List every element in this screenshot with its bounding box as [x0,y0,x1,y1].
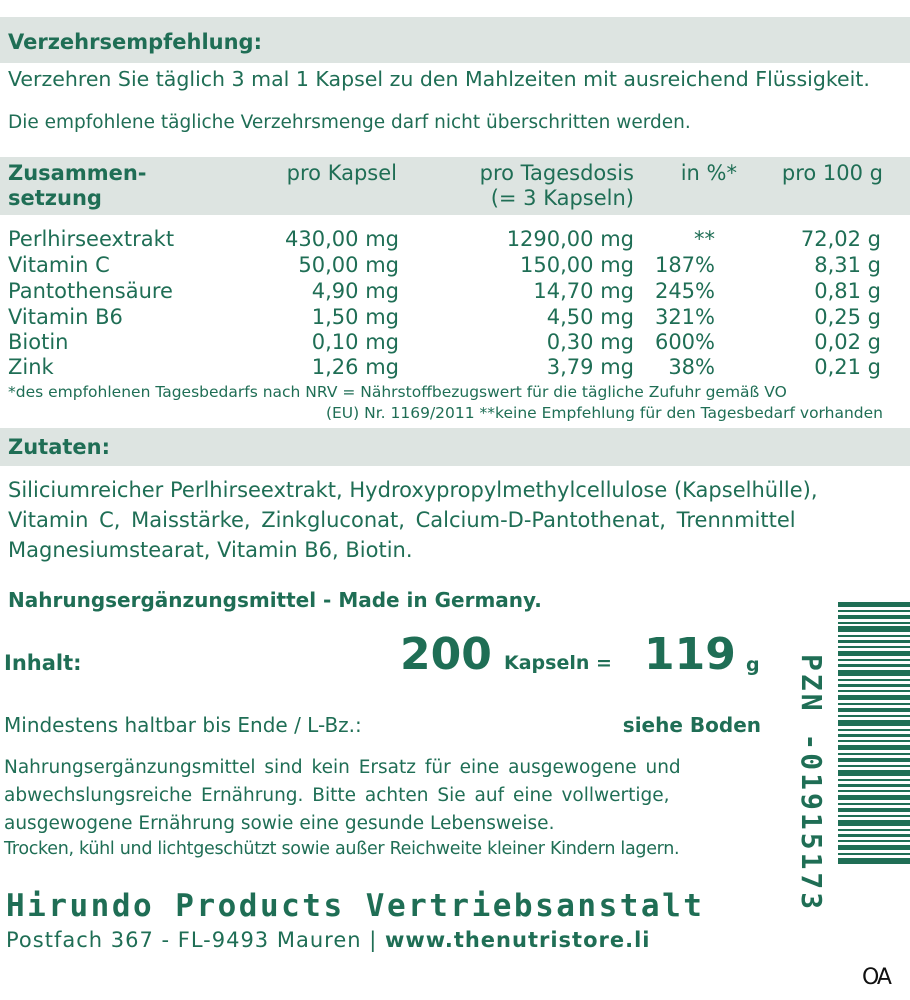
per-day-value: 3,79 mg [546,355,634,379]
nrv-footnote-continued: (EU) Nr. 1169/2011 **keine Empfehlung für den Tagesbedarf vorhanden [325,404,883,422]
net-weight: 119 [644,629,736,680]
table-row [0,279,890,305]
notice-line: abwechslungsreiche Ernährung. Bitte achten Sie auf eine vollwertige, [4,785,670,806]
per-capsule-value: 1,50 mg [311,305,399,329]
ingredients-heading: Zutaten: [8,435,111,459]
pzn-number: PZN -01915173 [795,654,828,913]
ingredients-heading-band [0,428,910,466]
percent-value: 245% [654,279,715,303]
composition-header-col0-line2: setzung [8,186,102,210]
per-day-value: 0,30 mg [546,330,634,354]
postal-address: Postfach 367 - FL-9493 Mauren | [6,928,385,952]
per-day-value: 1290,00 mg [506,227,634,251]
barcode-image [838,602,910,864]
percent-value: 600% [654,330,715,354]
notice-line: ausgewogene Ernährung sowie eine gesunde Lebensweise. [4,813,555,834]
table-row [0,355,890,381]
dosage-instruction: Verzehren Sie täglich 3 mal 1 Kapsel zu den Mahlzeiten mit ausreichend Flüssigkeit. [8,67,870,91]
per-100g-value: 8,31 g [814,253,881,277]
per-100g-value: 72,02 g [800,227,881,251]
corner-mark: OA [862,965,890,990]
percent-value: 38% [668,355,715,379]
nutrient-name: Vitamin C [8,253,110,277]
nrv-footnote: *des empfohlenen Tagesbedarfs nach NRV = Nährstoffbezugswert für die tägliche Zufuhr gemäß VO [8,383,787,401]
dosage-warning: Die empfohlene tägliche Verzehrsmenge darf nicht überschritten werden. [8,112,691,133]
nutrient-name: Pantothensäure [8,279,173,303]
per-100g-value: 0,02 g [814,330,881,354]
per-capsule-value: 0,10 mg [311,330,399,354]
notice-line: Nahrungsergänzungsmittel sind kein Ersatz für eine ausgewogene und [4,757,681,778]
composition-header-per-capsule: pro Kapsel [286,161,397,185]
dosage-heading: Verzehrsempfehlung: [8,30,262,54]
nutrient-name: Vitamin B6 [8,305,123,329]
company-address [6,928,650,952]
percent-value: ** [694,227,715,251]
composition-header-per-100g: pro 100 g [781,161,883,185]
composition-header-col0-line1: Zusammen- [8,161,147,185]
nutrient-name: Perlhirseextrakt [8,227,175,251]
website-link[interactable]: www.thenutristore.li [384,928,651,952]
percent-value: 321% [654,305,715,329]
per-capsule-value: 1,26 mg [311,355,399,379]
capsule-count: 200 [400,629,492,680]
per-day-value: 4,50 mg [546,305,634,329]
ingredients-line: Vitamin C, Maisstärke, Zinkgluconat, Calcium-D-Pantothenat, Trennmittel [8,508,796,532]
nutrient-name: Zink [8,355,54,379]
per-capsule-value: 430,00 mg [285,227,399,251]
per-day-value: 150,00 mg [520,253,634,277]
company-name: Hirundo Products Vertriebsanstalt [6,888,705,924]
table-row [0,227,890,253]
table-row [0,305,890,331]
capsule-unit: Kapseln = [504,652,612,674]
per-day-value: 14,70 mg [533,279,634,303]
table-row [0,330,890,356]
ingredients-line: Magnesiumstearat, Vitamin B6, Biotin. [8,538,413,562]
per-100g-value: 0,81 g [814,279,881,303]
per-100g-value: 0,25 g [814,305,881,329]
product-type: Nahrungsergänzungsmittel - Made in Germany. [8,588,542,612]
best-before-label: Mindestens haltbar bis Ende / L-Bz.: [4,713,362,737]
table-row [0,253,890,279]
ingredients-line: Siliciumreicher Perlhirseextrakt, Hydroxypropylmethylcellulose (Kapselhülle), [8,478,818,502]
composition-header-per-day-note: (= 3 Kapseln) [490,186,634,210]
per-capsule-value: 50,00 mg [298,253,399,277]
composition-header-per-day: pro Tagesdosis [479,161,634,185]
per-100g-value: 0,21 g [814,355,881,379]
net-weight-unit: g [746,654,760,676]
notice-line: Trocken, kühl und lichtgeschützt sowie außer Reichweite kleiner Kindern lagern. [4,839,680,859]
percent-value: 187% [654,253,715,277]
content-label: Inhalt: [4,651,82,675]
per-capsule-value: 4,90 mg [311,279,399,303]
nutrient-name: Biotin [8,330,69,354]
best-before-value: siehe Boden [622,713,761,737]
composition-header-percent: in %* [680,161,737,185]
